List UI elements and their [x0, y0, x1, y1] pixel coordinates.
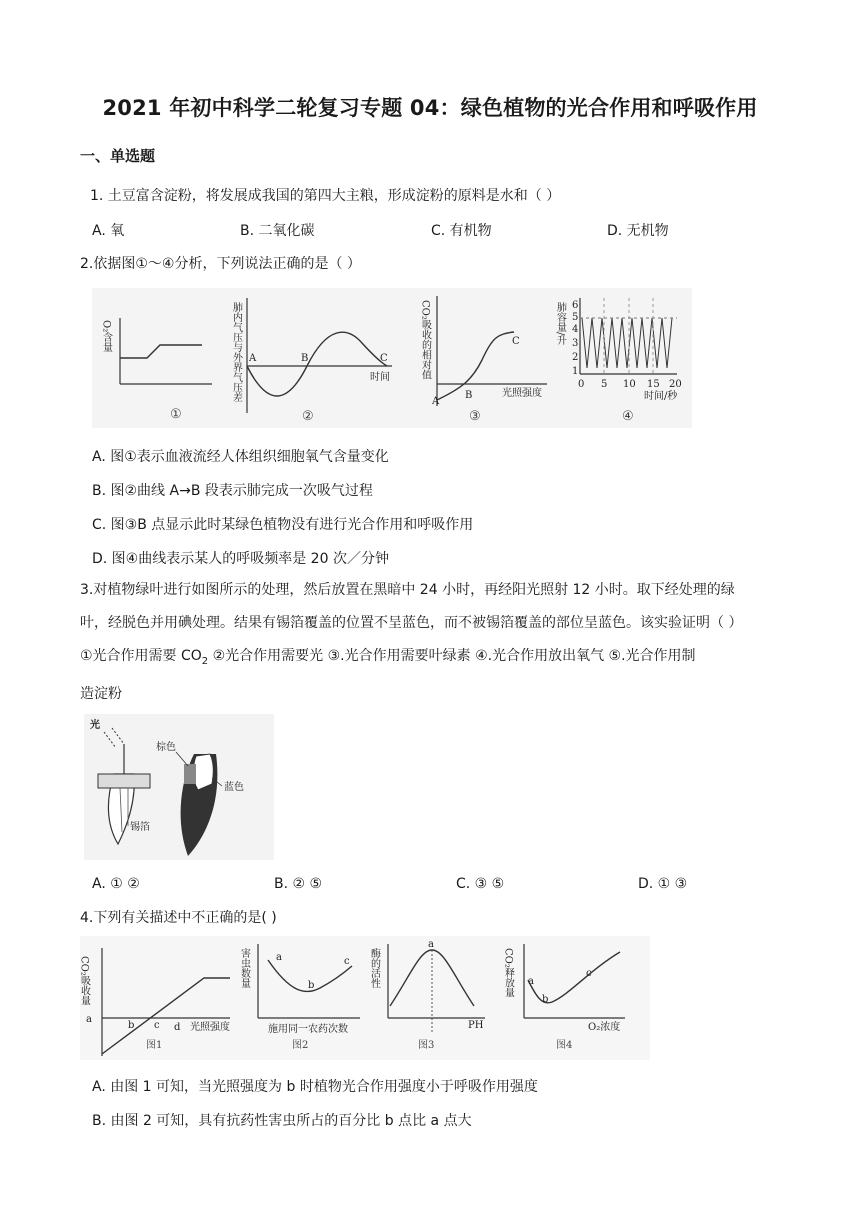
f4-ytick: 4	[572, 324, 579, 335]
g2-point-c: c	[344, 956, 350, 967]
g3-caption: 图3	[418, 1040, 435, 1051]
q3-leaf-figure	[84, 714, 274, 860]
q1-option-d: D. 无机物	[607, 223, 669, 239]
f4-caption: ④	[622, 409, 634, 424]
question-4-stem: 4.下列有关描述中不正确的是( )	[80, 910, 277, 926]
q3-stem-line4: 造淀粉	[80, 685, 122, 702]
f2-caption: ②	[302, 409, 314, 424]
question-1-stem: 1. 土豆富含淀粉，将发展成我国的第四大主粮，形成淀粉的原料是水和（ ）	[90, 188, 561, 204]
f1-caption: ①	[170, 407, 182, 422]
f4-xtick: 20	[669, 379, 682, 390]
q1-option-a: A. 氧	[92, 223, 125, 239]
question-2-stem: 2.依据图①～④分析，下列说法正确的是（ ）	[80, 256, 361, 272]
f3-xlabel: 光照强度	[502, 388, 542, 399]
q2-option-d: D. 图④曲线表示某人的呼吸频率是 20 次／分钟	[92, 551, 389, 567]
g1-ylabel: CO₂吸收量	[78, 956, 90, 1006]
f3-caption: ③	[469, 409, 481, 424]
section-heading: 一、单选题	[80, 147, 156, 165]
g2-xlabel: 施用同一农药次数	[268, 1024, 348, 1035]
g4-caption: 图4	[556, 1040, 573, 1051]
q3-fig-brown: 棕色	[156, 742, 176, 753]
q3-fig-light: 光	[90, 720, 100, 731]
g3-point-a: a	[428, 939, 434, 950]
q3-fig-foil: 锡箔	[130, 822, 150, 833]
g1-point-b: b	[128, 1020, 135, 1031]
g4-point-a: a	[528, 976, 534, 987]
f3-point-a: A	[432, 396, 440, 407]
q1-option-b: B. 二氧化碳	[240, 223, 315, 239]
q4-figure-panel	[80, 936, 650, 1060]
q3-option-c: C. ③ ⑤	[456, 876, 505, 892]
g2-point-a: a	[276, 952, 282, 963]
q4-option-a: A. 由图 1 可知，当光照强度为 b 时植物光合作用强度小于呼吸作用强度	[92, 1079, 538, 1095]
f4-ytick: 5	[572, 312, 579, 323]
q3-stem-line1: 3.对植物绿叶进行如图所示的处理，然后放置在黑暗中 24 小时，再经阳光照射 12 小时。取下经处理的绿	[80, 582, 735, 598]
q3-option-a: A. ① ②	[92, 876, 140, 892]
g1-point-c: c	[154, 1020, 160, 1031]
f4-xtick: 5	[601, 379, 608, 390]
g3-xlabel: PH	[468, 1020, 484, 1031]
question-3-stem	[80, 574, 780, 711]
f4-ytick: 2	[572, 352, 579, 363]
f4-xtick: 15	[647, 379, 660, 390]
f4-ytick: 1	[572, 366, 579, 377]
f3-ylabel: CO₂吸收的相对值	[419, 300, 431, 380]
f4-ytick: 6	[572, 300, 579, 311]
f4-xtick: 0	[578, 379, 585, 390]
q2-figure-panel	[92, 288, 692, 428]
q4-option-b: B. 由图 2 可知，具有抗药性害虫所占的百分比 b 点比 a 点大	[92, 1113, 472, 1129]
g4-point-b: b	[542, 994, 549, 1005]
q2-option-c: C. 图③B 点显示此时某绿色植物没有进行光合作用和呼吸作用	[92, 517, 474, 533]
q3-option-b: B. ② ⑤	[274, 876, 323, 892]
f2-point-a: A	[249, 353, 257, 364]
g4-point-c: c	[586, 968, 592, 979]
g1-caption: 图1	[146, 1040, 163, 1051]
q3-stem-line3: ①光合作用需要 $CO_2$ ②光合作用需要光 ③.光合作用需要叶绿素 ④.光合作用放出氧气 ⑤.光合作用制	[80, 648, 696, 667]
g1-point-a: a	[86, 1014, 92, 1025]
q3-stem-line2: 叶，经脱色并用碘处理。结果有锡箔覆盖的位置不呈蓝色，而不被锡箔覆盖的部位呈蓝色。该实验证明（ ）	[80, 615, 743, 631]
page-title: 2021 年初中科学二轮复习专题 04：绿色植物的光合作用和呼吸作用	[102, 96, 758, 120]
q1-option-c: C. 有机物	[431, 223, 492, 239]
g1-xlabel: 光照强度	[190, 1022, 230, 1033]
q3-option-d: D. ① ③	[638, 876, 688, 892]
q3-fig-blue: 蓝色	[224, 782, 244, 793]
f3-point-c: C	[512, 336, 520, 347]
q2-option-a: A. 图①表示血液流经人体组织细胞氧气含量变化	[92, 449, 389, 465]
g4-xlabel: O₂浓度	[588, 1022, 621, 1033]
f2-point-c: C	[380, 353, 388, 364]
g2-caption: 图2	[292, 1040, 309, 1051]
g1-point-d: d	[174, 1022, 181, 1033]
f4-ylabel: 肺容量/升	[554, 302, 566, 346]
f4-xtick: 10	[623, 379, 636, 390]
g3-ylabel: 酶的活性	[368, 948, 380, 988]
f4-xlabel: 时间/秒	[644, 391, 678, 402]
q2-option-b: B. 图②曲线 A→B 段表示肺完成一次吸气过程	[92, 483, 373, 499]
f3-point-b: B	[465, 390, 473, 401]
g4-ylabel: CO₂释放量	[502, 948, 514, 998]
g2-point-b: b	[308, 980, 315, 991]
f1-ylabel: O₂含量	[100, 320, 112, 353]
g2-ylabel: 害虫数量	[238, 948, 250, 988]
f2-ylabel: 肺内气压与外界气压差	[230, 302, 242, 402]
f2-xlabel: 时间	[370, 372, 390, 383]
f2-point-b: B	[301, 353, 309, 364]
f4-ytick: 3	[572, 338, 579, 349]
